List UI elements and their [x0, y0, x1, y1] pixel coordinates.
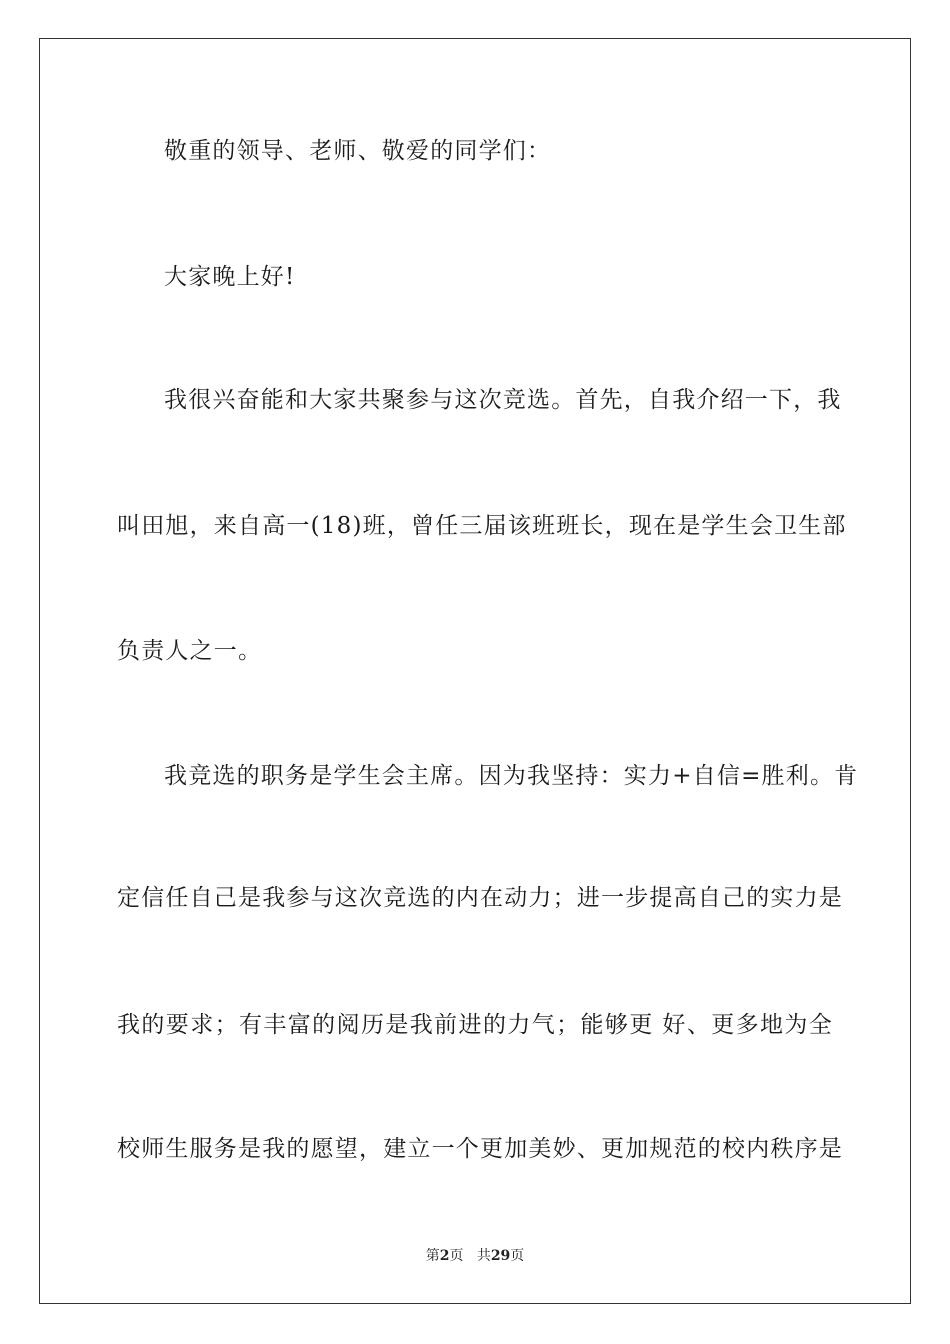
salutation-line: 敬重的领导、老师、敬爱的同学们： — [164, 138, 552, 164]
greeting-line: 大家晚上好! — [164, 264, 296, 290]
paragraph-line: 定信任自己是我参与这次竞选的内在动力；进一步提高自己的实力是 — [117, 885, 843, 911]
current-page-number: 2 — [439, 1248, 450, 1264]
paragraph-line: 我很兴奋能和大家共聚参与这次竞选。首先，自我介绍一下，我 — [164, 387, 842, 413]
total-page-count: 29 — [490, 1248, 511, 1264]
page-footer — [0, 1246, 950, 1266]
paragraph-line: 我竞选的职务是学生会主席。因为我坚持：实力+自信=胜利。肯 — [164, 763, 859, 789]
footer-total-prefix: 共 — [476, 1248, 491, 1264]
footer-total-suffix: 页 — [510, 1248, 525, 1264]
footer-gap — [463, 1248, 476, 1264]
paragraph-line: 校师生服务是我的愿望，建立一个更加美妙、更加规范的校内秩序是 — [117, 1136, 843, 1162]
page-border — [39, 38, 911, 1304]
paragraph-line: 叫田旭，来自高一(18)班，曾任三届该班班长，现在是学生会卫生部 — [117, 513, 847, 539]
footer-page-suffix: 页 — [449, 1248, 464, 1264]
paragraph-line: 负责人之一。 — [117, 638, 263, 664]
paragraph-line: 我的要求；有丰富的阅历是我前进的力气；能够更 好、更多地为全 — [117, 1012, 833, 1038]
footer-prefix: 第 — [425, 1248, 440, 1264]
